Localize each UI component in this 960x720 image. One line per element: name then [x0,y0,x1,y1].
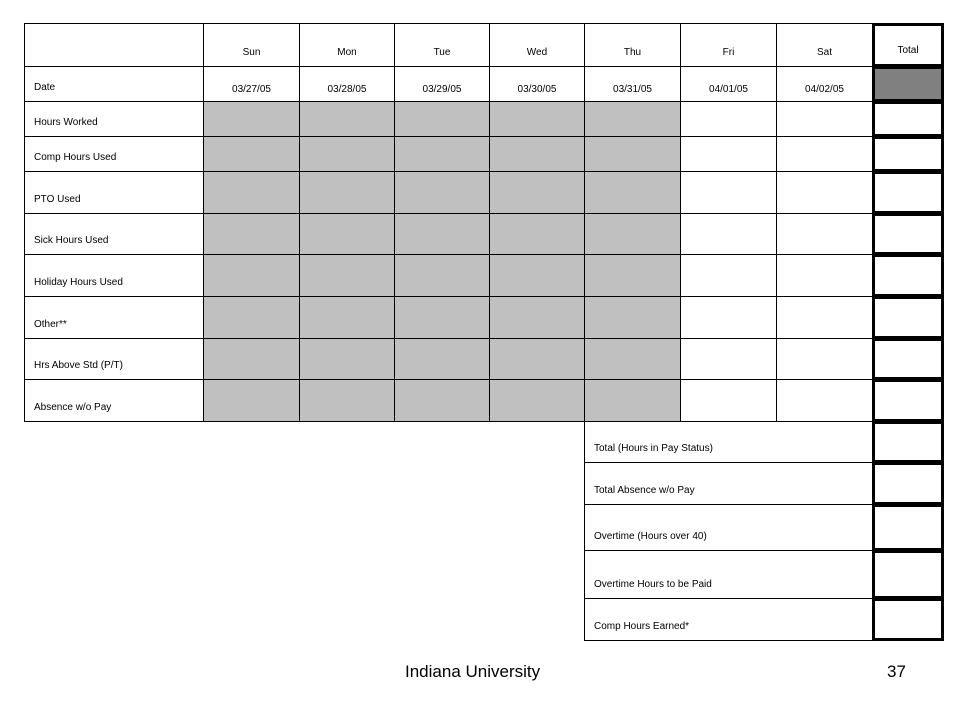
hours-entry-cell [203,136,300,172]
hours-entry-cell[interactable] [776,254,873,297]
hours-entry-cell [394,136,490,172]
day-header-wed [489,23,585,67]
hours-entry-cell[interactable] [680,379,777,422]
date-cell-text: 04/02/05 [805,84,844,95]
hours-entry-cell [299,136,395,172]
date-cell [489,66,585,102]
hours-entry-cell[interactable] [776,101,873,137]
summary-label [584,462,873,505]
summary-total-cell[interactable] [872,550,944,599]
hours-entry-cell[interactable] [776,171,873,214]
summary-label [584,598,873,641]
row-label [24,296,204,339]
date-cell [680,66,777,102]
hours-entry-cell [394,101,490,137]
date-cell-text: 03/28/05 [327,84,367,95]
row-label [24,136,204,172]
hours-entry-cell [489,213,585,255]
row-label-text: Other** [34,319,67,330]
day-header-fri [680,23,777,67]
hours-entry-cell [203,296,300,339]
hours-entry-cell[interactable] [680,338,777,380]
hours-entry-cell [299,101,395,137]
row-total-cell[interactable] [872,171,944,214]
row-label [24,338,204,380]
day-header-tue [394,23,490,67]
hours-entry-cell[interactable] [776,213,873,255]
hours-entry-cell [584,254,681,297]
hours-entry-cell [203,101,300,137]
row-label-text: Hours Worked [34,117,98,128]
row-label-text: PTO Used [34,194,81,205]
total-header-text: Total [897,45,919,56]
row-total-cell[interactable] [872,213,944,255]
hours-entry-cell [584,136,681,172]
row-label [24,213,204,255]
hours-entry-cell [489,379,585,422]
hours-entry-cell [394,213,490,255]
hours-entry-cell [394,296,490,339]
hours-entry-cell[interactable] [776,296,873,339]
hours-entry-cell [299,254,395,297]
corner-cell [24,23,204,67]
date-cell [299,66,395,102]
row-label-text: Holiday Hours Used [34,277,123,288]
day-header-thu [584,23,681,67]
day-header-thu-text: Thu [623,47,642,58]
summary-total-cell[interactable] [872,598,944,641]
summary-label-text: Total (Hours in Pay Status) [594,443,713,454]
date-label-text: Date [34,82,56,93]
date-cell [394,66,490,102]
day-header-sun [203,23,300,67]
date-cell [776,66,873,102]
summary-label-text: Overtime (Hours over 40) [594,531,707,542]
summary-label [584,550,873,599]
hours-entry-cell [394,254,490,297]
hours-entry-cell[interactable] [776,338,873,380]
total-header [872,23,944,67]
day-header-wed-text: Wed [526,47,548,58]
date-cell-text: 03/31/05 [613,84,652,95]
day-header-sat [776,23,873,67]
hours-entry-cell [489,296,585,339]
summary-label-text: Comp Hours Earned* [594,621,690,632]
row-label [24,379,204,422]
hours-entry-cell[interactable] [680,254,777,297]
hours-entry-cell [489,136,585,172]
hours-entry-cell [299,379,395,422]
row-label-text: Hrs Above Std (P/T) [34,360,123,371]
row-label-text: Comp Hours Used [34,152,117,163]
row-total-cell[interactable] [872,379,944,422]
total-date-cell [872,66,944,102]
hours-entry-cell [203,379,300,422]
summary-label [584,421,873,463]
hours-entry-cell [584,296,681,339]
day-header-fri-text: Fri [722,47,735,58]
hours-entry-cell [584,379,681,422]
hours-entry-cell [584,338,681,380]
row-label [24,254,204,297]
hours-entry-cell [203,254,300,297]
hours-entry-cell [394,338,490,380]
date-cell-text: 03/27/05 [232,84,271,95]
date-cell-text: 03/30/05 [517,84,557,95]
summary-total-cell[interactable] [872,462,944,505]
date-cell-text: 04/01/05 [709,84,748,95]
row-label [24,171,204,214]
day-header-mon-text: Mon [337,47,357,58]
row-total-cell[interactable] [872,254,944,297]
date-cell [203,66,300,102]
date-cell-text: 03/29/05 [422,84,462,95]
hours-entry-cell[interactable] [680,101,777,137]
hours-entry-cell [203,171,300,214]
row-label-text: Absence w/o Pay [34,402,112,413]
hours-entry-cell [394,379,490,422]
hours-entry-cell[interactable] [680,136,777,172]
hours-entry-cell [489,254,585,297]
hours-entry-cell [203,338,300,380]
day-header-mon [299,23,395,67]
day-header-tue-text: Tue [433,47,451,58]
row-label-text: Sick Hours Used [34,235,109,246]
hours-entry-cell [299,171,395,214]
hours-entry-cell[interactable] [680,296,777,339]
hours-entry-cell [394,171,490,214]
day-header-sun-text: Sun [242,47,261,58]
hours-entry-cell [299,338,395,380]
hours-entry-cell[interactable] [680,213,777,255]
summary-total-cell[interactable] [872,504,944,551]
hours-entry-cell[interactable] [680,171,777,214]
footer-institution: Indiana University [405,662,541,681]
day-header-sat-text: Sat [816,47,832,58]
summary-label-text: Total Absence w/o Pay [594,485,695,496]
hours-entry-cell [489,338,585,380]
summary-total-cell[interactable] [872,421,944,463]
hours-entry-cell[interactable] [776,136,873,172]
hours-entry-cell [299,213,395,255]
date-label [24,66,204,102]
hours-entry-cell[interactable] [776,379,873,422]
hours-entry-cell [489,171,585,214]
summary-label-text: Overtime Hours to be Paid [594,579,712,590]
date-cell [584,66,681,102]
hours-entry-cell [299,296,395,339]
hours-entry-cell [584,171,681,214]
row-label [24,101,204,137]
row-total-cell[interactable] [872,296,944,339]
row-total-cell[interactable] [872,101,944,137]
page-number: 37 [887,662,906,681]
hours-entry-cell [203,213,300,255]
hours-entry-cell [584,101,681,137]
row-total-cell[interactable] [872,136,944,172]
summary-label [584,504,873,551]
row-total-cell[interactable] [872,338,944,380]
hours-entry-cell [584,213,681,255]
hours-entry-cell [489,101,585,137]
